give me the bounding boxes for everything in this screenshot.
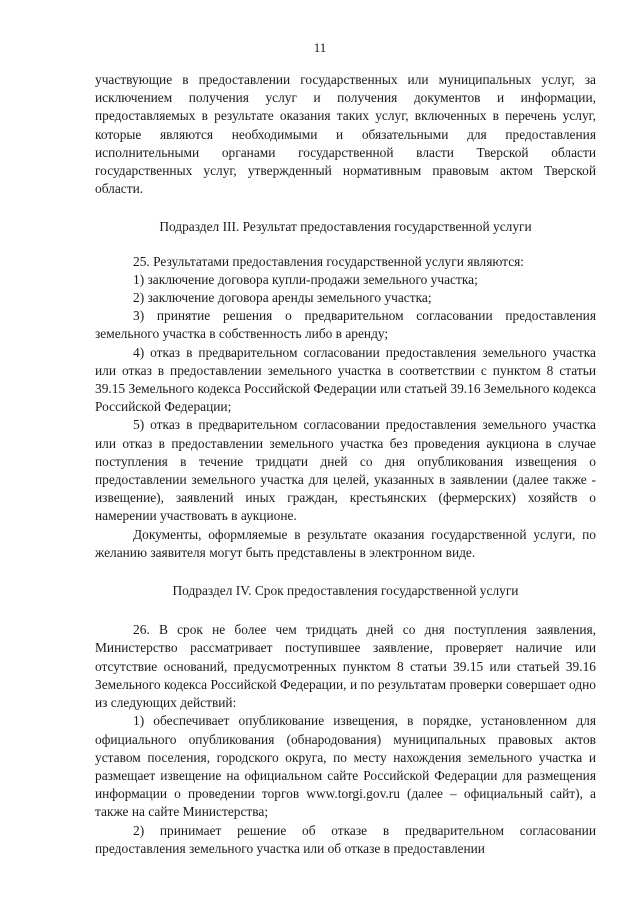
page-number: 11 (313, 40, 327, 55)
paragraph-26-item-1: 1) обеспечивает опубликование извещения, в порядке, установленном для официального опубликования (обнародования) муниципальных правовых актов уставом поселения, городского округа, по месту нахождения земельного участка и размещает извещение на официальном сайте Российской Федерации для размещения информации о проведении торгов www.torgi.gov.ru (далее – официальный сайт), а также на сайте Министерства; (95, 713, 596, 820)
paragraph-25-item-5: 5) отказ в предварительном согласовании предоставления земельного участка или отказ в предоставлении земельного участка без проведения аукциона в случае поступления в течение тридцати дней со дня опубликования извещения о предоставлении земельного участка для целей, указанных в заявлении (далее также - извещение), заявлений иных граждан, крестьянских (фермерских) хозяйств о намерении участвовать в аукционе. (95, 417, 596, 524)
paragraph-25-item-1: 1) заключение договора купли-продажи земельного участка; (133, 271, 478, 287)
paragraph-25-item-2: 2) заключение договора аренды земельного участка; (133, 290, 432, 306)
heading-subsection-3: Подраздел III. Результат предоставления государственной услуги (159, 219, 532, 235)
paragraph-25-item-4: 4) отказ в предварительном согласовании предоставления земельного участка или отказ в предоставлении земельного участка в соответствии с пунктом 8 статьи 39.15 Земельного кодекса Российской Федерации или статьей 39.16 Земельного кодекса Российской Федерации; (95, 344, 596, 415)
paragraph-26: 26. В срок не более чем тридцать дней со дня поступления заявления, Министерство рассматривает поступившее заявление, проверяет наличие или отсутствие оснований, предусмотренных пунктом 8 статьи 39.15 или статьей 39.16 Земельного кодекса Российской Федерации, и по результатам проверки совершает одно из следующих действий: (95, 622, 596, 711)
heading-subsection-4: Подраздел IV. Срок предоставления государственной услуги (172, 583, 519, 599)
paragraph-intro: участвующие в предоставлении государственных или муниципальных услуг, за исключением получения услуг и получения документов и информации, предоставляемых в результате оказания таких услуг, включенных в перечень услуг, которые являются необходимыми и обязательными для предоставления исполнительными органами государственной власти Тверской области государственных услуг, утвержденный нормативным правовым актом Тверской области. (95, 72, 596, 197)
document-body (95, 71, 596, 858)
paragraph-26-item-2: 2) принимает решение об отказе в предварительном согласовании предоставления земельного участка или об отказе в предоставлении (95, 822, 596, 856)
paragraph-25-documents: Документы, оформляемые в результате оказания государственной услуги, по желанию заявителя могут быть представлены в электронном виде. (95, 526, 596, 560)
paragraph-25: 25. Результатами предоставления государственной услуги являются: (133, 253, 525, 269)
paragraph-25-item-3: 3) принятие решения о предварительном согласовании предоставления земельного участка в собственность либо в аренду; (95, 308, 596, 342)
